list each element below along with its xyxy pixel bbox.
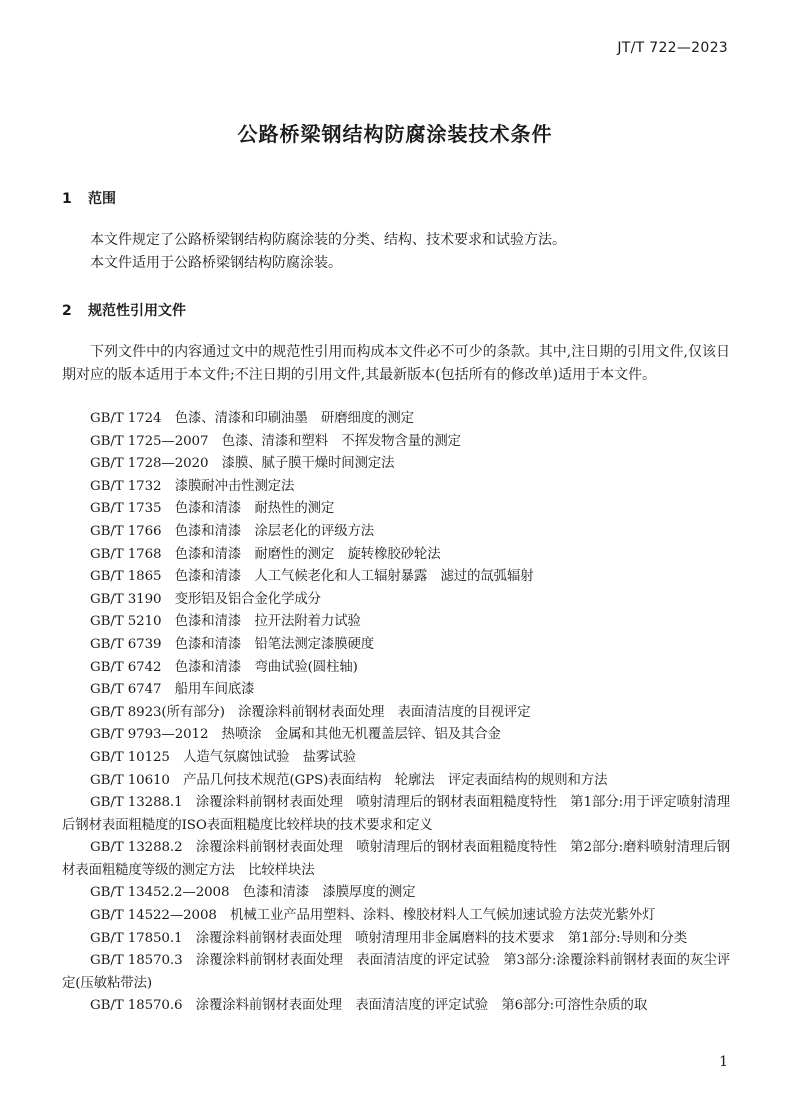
reference-item: GB/T 18570.3 涂覆涂料前钢材表面处理 表面清洁度的评定试验 第3部分:涂覆涂料前钢材表面的灰尘评定(压敏粘带法): [62, 953, 730, 991]
section-number: 2: [62, 303, 72, 319]
section-1-heading: [62, 188, 116, 208]
reference-item: GB/T 1865 色漆和清漆 人工气候老化和人工辐射暴露 滤过的氙弧辐射: [90, 569, 534, 585]
reference-item: GB/T 6739 色漆和清漆 铅笔法测定漆膜硬度: [90, 636, 375, 652]
reference-item: GB/T 17850.1 涂覆涂料前钢材表面处理 喷射清理用非金属磨料的技术要求 第1部分:导则和分类: [90, 930, 687, 946]
reference-item: GB/T 5210 色漆和清漆 拉开法附着力试验: [90, 614, 361, 630]
reference-item: GB/T 13452.2—2008 色漆和清漆 漆膜厚度的测定: [90, 885, 416, 901]
reference-item: GB/T 18570.6 涂覆涂料前钢材表面处理 表面清洁度的评定试验 第6部分:可溶性杂质的取: [90, 998, 648, 1014]
document-title: 公路桥梁钢结构防腐涂装技术条件: [237, 122, 553, 146]
reference-item: GB/T 1735 色漆和清漆 耐热性的测定: [90, 501, 335, 517]
reference-item: GB/T 13288.1 涂覆涂料前钢材表面处理 喷射清理后的钢材表面粗糙度特性 第1部分:用于评定喷射清理后钢材表面粗糙度的ISO表面粗糙度比较样块的技术要求和定义: [62, 795, 730, 833]
section-2-heading: [62, 300, 186, 320]
reference-item: GB/T 1732 漆膜耐冲击性测定法: [90, 478, 295, 494]
reference-item: GB/T 1725—2007 色漆、清漆和塑料 不挥发物含量的测定: [90, 433, 461, 449]
section-title: 规范性引用文件: [88, 303, 186, 319]
reference-item: GB/T 3190 变形铝及铝合金化学成分: [90, 591, 321, 607]
section-2-paragraph-1: 下列文件中的内容通过文中的规范性引用而构成本文件必不可少的条款。其中,注日期的引用文件,仅该日期对应的版本适用于本文件;不注日期的引用文件,其最新版本(包括所有的修改单)适用于本文件。: [62, 344, 730, 383]
reference-item: GB/T 6742 色漆和清漆 弯曲试验(圆柱轴): [90, 659, 358, 675]
section-number: 1: [62, 191, 72, 207]
reference-item: GB/T 1768 色漆和清漆 耐磨性的测定 旋转橡胶砂轮法: [90, 546, 441, 562]
section-1-paragraph-1: 本文件规定了公路桥梁钢结构防腐涂装的分类、结构、技术要求和试验方法。: [90, 232, 566, 248]
reference-item: GB/T 14522—2008 机械工业产品用塑料、涂料、橡胶材料人工气候加速试验方法荧光紫外灯: [90, 908, 656, 924]
section-1-paragraph-2: 本文件适用于公路桥梁钢结构防腐涂装。: [90, 255, 342, 271]
reference-item: GB/T 1724 色漆、清漆和印刷油墨 研磨细度的测定: [90, 411, 414, 426]
reference-item: GB/T 1728—2020 漆膜、腻子膜干燥时间测定法: [90, 456, 395, 472]
normative-references-list: [62, 408, 730, 1018]
page-number: 1: [719, 1054, 728, 1070]
reference-item: GB/T 10125 人造气氛腐蚀试验 盐雾试验: [90, 749, 356, 765]
reference-item: GB/T 9793—2012 热喷涂 金属和其他无机覆盖层锌、铝及其合金: [90, 727, 501, 743]
standard-number: JT/T 722—2023: [617, 40, 728, 56]
reference-item: GB/T 8923(所有部分) 涂覆涂料前钢材表面处理 表面清洁度的目视评定: [90, 704, 531, 720]
reference-item: GB/T 6747 船用车间底漆: [90, 682, 255, 698]
reference-item: GB/T 1766 色漆和清漆 涂层老化的评级方法: [90, 523, 375, 539]
reference-item: GB/T 13288.2 涂覆涂料前钢材表面处理 喷射清理后的钢材表面粗糙度特性 第2部分:磨料喷射清理后钢材表面粗糙度等级的测定方法 比较样块法: [62, 840, 730, 878]
section-title: 范围: [88, 191, 116, 207]
reference-item: GB/T 10610 产品几何技术规范(GPS)表面结构 轮廓法 评定表面结构的规则和方法: [90, 772, 608, 788]
